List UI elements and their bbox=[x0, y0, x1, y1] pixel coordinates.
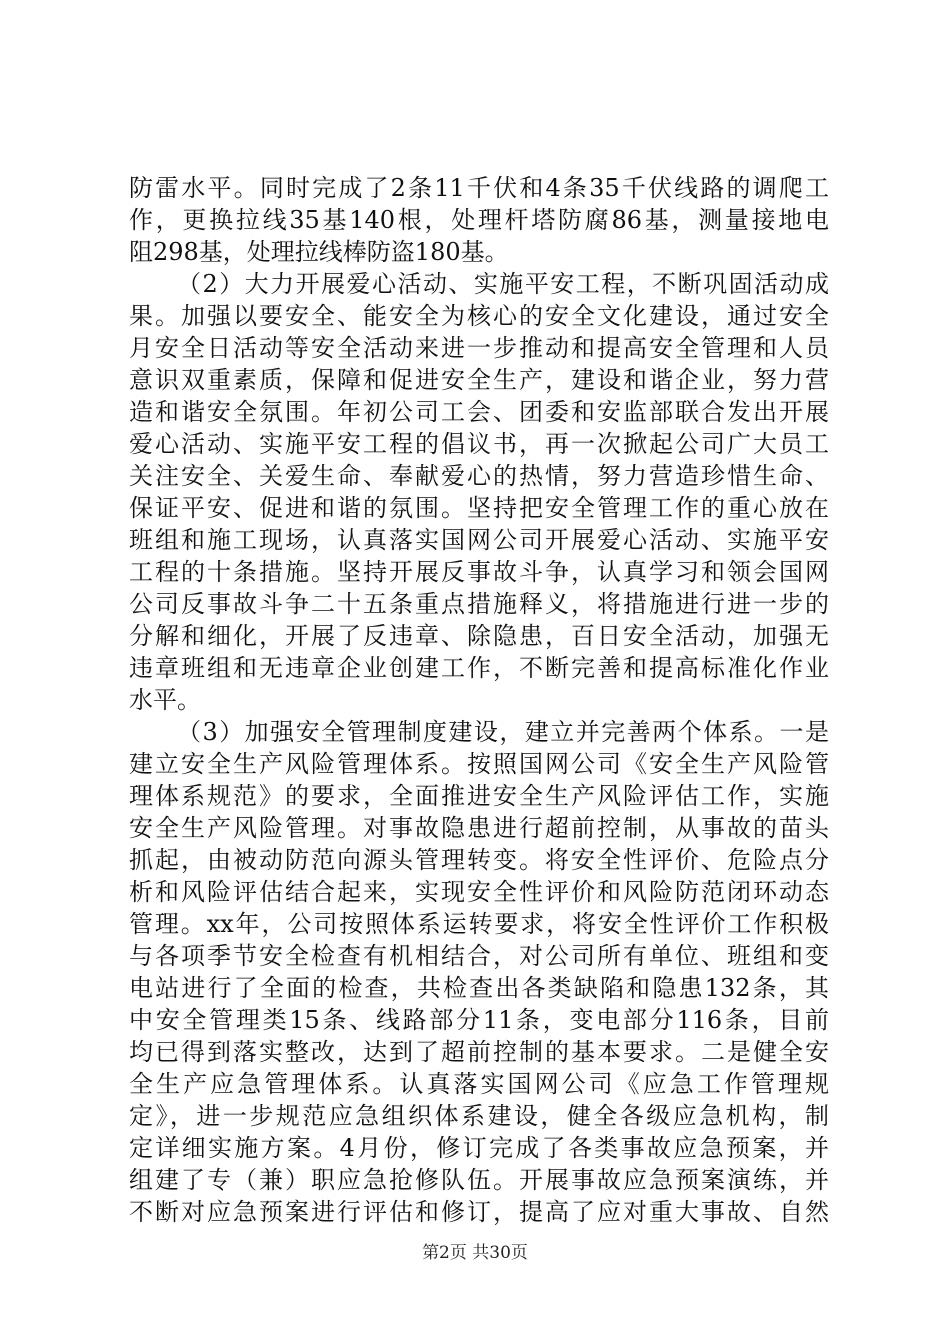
body-text-line: 抓起，由被动防范向源头管理转变。将安全性评价、危险点分 bbox=[129, 846, 829, 874]
body-text-line: 管理。xx年，公司按照体系运转要求，将安全性评价工作积极 bbox=[129, 910, 829, 938]
body-text-line: 不断对应急预案进行评估和修订，提高了应对重大事故、自然 bbox=[129, 1198, 829, 1226]
body-text-line: 果。加强以要安全、能安全为核心的安全文化建设，通过安全 bbox=[129, 302, 829, 330]
body-text-line: 保证平安、促进和谐的氛围。坚持把安全管理工作的重心放在 bbox=[129, 494, 829, 522]
body-text-line: 安全生产风险管理。对事故隐患进行超前控制，从事故的苗头 bbox=[129, 814, 829, 842]
body-text-line: 定》，进一步规范应急组织体系建设，健全各级应急机构，制 bbox=[129, 1102, 829, 1130]
body-text-line: 关注安全、关爱生命、奉献爱心的热情，努力营造珍惜生命、 bbox=[129, 462, 829, 490]
paragraph-first-line: （3）加强安全管理制度建设，建立并完善两个体系。一是 bbox=[177, 718, 829, 746]
body-text-line: 阻298基，处理拉线棒防盗180基。 bbox=[129, 238, 509, 266]
body-text-line: 水平。 bbox=[129, 686, 201, 714]
body-text-line: 分解和细化，开展了反违章、除隐患，百日安全活动，加强无 bbox=[129, 622, 829, 650]
body-text-line: 全生产应急管理体系。认真落实国网公司《应急工作管理规 bbox=[129, 1070, 829, 1098]
body-text-line: 防雷水平。同时完成了2条11千伏和4条35千伏线路的调爬工 bbox=[129, 174, 829, 202]
body-text-line: 中安全管理类15条、线路部分11条，变电部分116条，目前 bbox=[129, 1006, 829, 1034]
body-text-line: 爱心活动、实施平安工程的倡议书，再一次掀起公司广大员工 bbox=[129, 430, 829, 458]
body-text-line: 与各项季节安全检查有机相结合，对公司所有单位、班组和变 bbox=[129, 942, 829, 970]
body-text-line: 意识双重素质，保障和促进安全生产，建设和谐企业，努力营 bbox=[129, 366, 829, 394]
paragraph-first-line: （2）大力开展爱心活动、实施平安工程，不断巩固活动成 bbox=[177, 270, 829, 298]
body-text-line: 建立安全生产风险管理体系。按照国网公司《安全生产风险管 bbox=[129, 750, 829, 778]
body-text-line: 组建了专（兼）职应急抢修队伍。开展事故应急预案演练，并 bbox=[129, 1166, 829, 1194]
body-text-line: 作，更换拉线35基140根，处理杆塔防腐86基，测量接地电 bbox=[129, 206, 829, 234]
body-text-line: 电站进行了全面的检查，共检查出各类缺陷和隐患132条，其 bbox=[129, 974, 829, 1002]
body-text-line: 析和风险评估结合起来，实现安全性评价和风险防范闭环动态 bbox=[129, 878, 829, 906]
body-text-line: 理体系规范》的要求，全面推进安全生产风险评估工作，实施 bbox=[129, 782, 829, 810]
page-number-footer: 第2页 共30页 bbox=[422, 1243, 528, 1263]
body-text-line: 均已得到落实整改，达到了超前控制的基本要求。二是健全安 bbox=[129, 1038, 829, 1066]
body-text-line: 工程的十条措施。坚持开展反事故斗争，认真学习和领会国网 bbox=[129, 558, 829, 586]
body-text-line: 定详细实施方案。4月份，修订完成了各类事故应急预案，并 bbox=[129, 1134, 829, 1162]
body-text-line: 造和谐安全氛围。年初公司工会、团委和安监部联合发出开展 bbox=[129, 398, 829, 426]
body-text-line: 公司反事故斗争二十五条重点措施释义，将措施进行进一步的 bbox=[129, 590, 829, 618]
body-text-line: 月安全日活动等安全活动来进一步推动和提高安全管理和人员 bbox=[129, 334, 829, 362]
body-text-line: 班组和施工现场，认真落实国网公司开展爱心活动、实施平安 bbox=[129, 526, 829, 554]
body-text-line: 违章班组和无违章企业创建工作，不断完善和提高标准化作业 bbox=[129, 654, 829, 682]
